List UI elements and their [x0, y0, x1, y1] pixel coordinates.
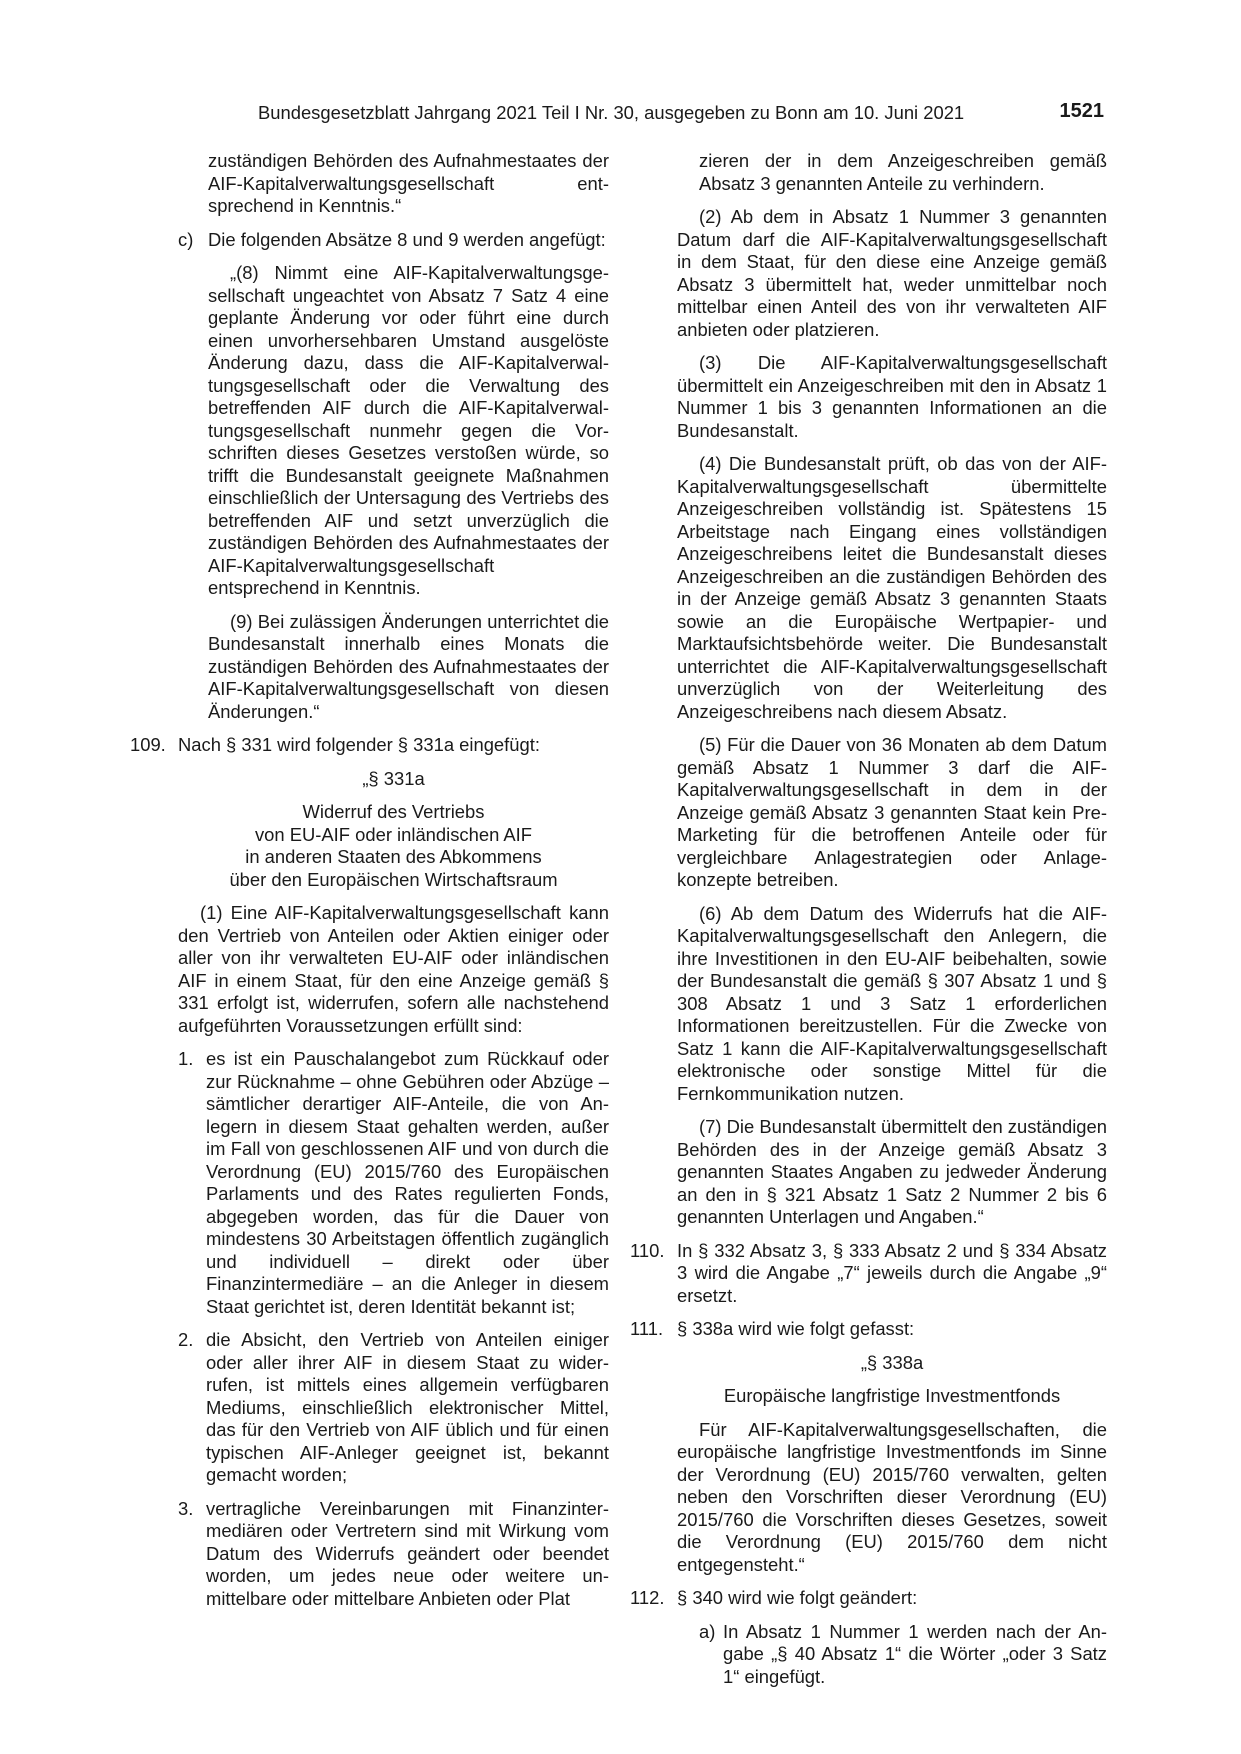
list-item-112: [630, 1587, 1107, 1610]
item-text: Die folgenden Absätze 8 und 9 werden angefügt:: [208, 228, 606, 250]
item-number: 109.: [130, 734, 166, 755]
right-column: [630, 150, 1107, 1699]
item-number: 111.: [630, 1318, 664, 1339]
item-text: In § 332 Absatz 3, § 333 Absatz 2 und § 334 Absatz 3 wird die Angabe „7“ jeweils durch die Angabe „9“ ersetzt.: [677, 1239, 1107, 1306]
heading-line: in anderen Staaten des Abkommens: [245, 846, 542, 867]
item-text: die Absicht, den Vertrieb von Anteilen einiger oder aller ihrer AIF in diesem Staat zu widerrufen, ist mittels eines allgemein verfügbaren Mediums, einschließlich elektronischer Mittel, das für den Vertrieb von AIF üblich und für einen typischen AIF-Anleger geeignet ist, bekannt gemacht worden;: [206, 1329, 609, 1485]
left-column: [130, 150, 609, 1621]
paragraph-abs3: (3) Die AIF-Kapitalverwaltungsgesellschaft übermittelt ein Anzeigeschreiben mit den in Absatz 1 Nummer 1 bis 3 genannten Informationen an die Bundesanstalt.: [677, 352, 1107, 441]
paragraph-abs8: „(8) Nimmt eine AIF-Kapitalverwaltungsgesellschaft ungeachtet von Absatz 7 Satz 4 eine geplante Änderung vor oder führt eine durch einen unvorhersehbaren Umstand ausgelöste Änderung dazu, dass die AIF-Kapitalverwaltungsgesellschaft oder die Verwaltung des betreffenden AIF durch die AIF-Kapitalverwaltungsgesellschaft nunmehr gegen die Vorschriften dieses Gesetzes verstoßen würde, so trifft die Bundesanstalt geeignete Maßnahmen einschließlich der Untersagung des Vertriebs des betreffenden AIF und setzt unverzüglich die zuständigen Behörden des Aufnahmestaates der AIF-Kapitalverwaltungsgesellschaft entsprechend in Kenntnis.: [208, 262, 609, 598]
item-number: 3.: [178, 1497, 194, 1519]
list-item-112a: [699, 1621, 1107, 1689]
paragraph-abs2: (2) Ab dem in Absatz 1 Nummer 3 genannten Datum darf die AIF-Kapitalverwaltungsgesellschaft in dem Staat, für den diese eine Anzeige gemäß Absatz 3 übermittelt hat, weder unmittelbar noch mittelbar einen Anteil des von ihr verwalteten AIF anbieten oder platzieren.: [677, 206, 1107, 340]
paragraph-abs6: (6) Ab dem Datum des Widerrufs hat die AIF-Kapitalverwaltungsgesellschaft den Anlegern, die ihre Investitionen in den EU-AIF beibehalten, sowie der Bundesanstalt die gemäß § 307 Absatz 1 und § 308 Absatz 1 und 3 Satz 1 erforderlichen Informationen bereitzustellen. Für die Zwecke von Satz 1 kann die AIF-Kapitalverwaltungsgesellschaft elektronische oder sonstige Mittel für die Fernkommunikation nutzen.: [677, 902, 1107, 1104]
item-number: 112.: [630, 1587, 665, 1608]
section-number: „§ 338a: [860, 1351, 924, 1373]
paragraph-abs4: (4) Die Bundesanstalt prüft, ob das von der AIF-Kapitalverwaltungsgesellschaft übermittelte Anzeigeschreiben vollständig ist. Spätestens 15 Arbeitstage nach Eingang eines vollständigen Anzeigeschreibens leitet die Bundesanstalt dieses Anzeigeschreiben an die zuständigen Behörden des in der Anzeige gemäß Absatz 3 genannten Staats sowie an die Europäische Wertpapier- und Marktaufsichtsbehörde weiter. Die Bundesanstalt unterrichtet die AIF-Kapitalverwaltungsgesellschaft unverzüglich von der Weiterleitung des Anzeigeschreibens nach diesem Absatz.: [677, 453, 1107, 722]
list-item-c: [130, 229, 609, 252]
item-text: § 338a wird wie folgt gefasst:: [677, 1318, 915, 1339]
page-number: 1521: [1059, 100, 1104, 122]
list-item-109: [130, 734, 609, 757]
item-text: vertragliche Vereinbarungen mit Finanzintermediären oder Vertretern sind mit Wirkung vom Datum des Widerrufs geändert oder beendet worden, um jedes neue oder weitere unmittelbare oder mittelbare Anbieten oder Plat: [206, 1497, 609, 1609]
continuation-text: zieren der in dem Anzeigeschreiben gemäß Absatz 3 genannten Anteile zu verhindern.: [699, 150, 1107, 194]
continuation-text: zuständigen Behörden des Aufnahmestaates der AIF-Kapitalverwaltungsgesellschaft entsprechend in Kenntnis.“: [208, 150, 609, 216]
item-number: 110.: [630, 1239, 665, 1261]
item-label: a): [699, 1620, 716, 1642]
heading-line: über den Europäischen Wirtschaftsraum: [229, 868, 558, 890]
section-heading: Europäische langfristige Investmentfonds: [723, 1385, 1061, 1406]
list-item: [178, 1048, 609, 1318]
heading-line: von EU-AIF oder inländischen AIF: [254, 823, 533, 845]
item-text: In Absatz 1 Nummer 1 werden nach der Angabe „§ 40 Absatz 1“ die Wörter „oder 3 Satz 1“ eingefügt.: [723, 1620, 1107, 1687]
item-text: es ist ein Pauschalangebot zum Rückkauf oder zur Rücknahme – ohne Gebühren oder Abzüge – sämtlicher derartiger AIF-Anteile, die von Anlegern in diesem Staat gehalten werden, außer im Fall von geschlossenen AIF und von durch die Verordnung (EU) 2015/760 des Europäischen Parlaments und des Rates regulierten Fonds, abgegeben worden, das für die Dauer von mindestens 30 Arbeitstagen öffentlich zugänglich und individuell – direkt oder über Finanzintermediäre – an die Anleger in diesem Staat gerichtet ist, deren Identität bekannt ist;: [206, 1048, 609, 1317]
quoted-amendment: [208, 262, 609, 723]
item-text: § 340 wird wie folgt geändert:: [677, 1587, 918, 1608]
running-title: Bundesgesetzblatt Jahrgang 2021 Teil I Nr. 30, ausgegeben zu Bonn am 10. Juni 2021: [258, 102, 965, 123]
paragraph-abs9: (9) Bei zulässigen Änderungen unterrichtet die Bundesanstalt innerhalb eines Monats die zuständigen Behörden des Aufnahmestaates der AIF-Kapitalverwaltungsgesellschaft von diesen Änderungen.“: [208, 610, 609, 722]
item-number: 2.: [178, 1329, 194, 1350]
paragraph-abs5: (5) Für die Dauer von 36 Monaten ab dem Datum gemäß Absatz 1 Nummer 3 darf die AIF-Kapitalverwaltungsgesellschaft in dem in der Anzeige gemäß Absatz 3 genannten Staat kein Pre-Marketing für die betroffenen Anteile oder für vergleichbare Anlagestrategien oder Anlagekonzepte betreiben.: [677, 734, 1107, 890]
item-number: 1.: [178, 1048, 194, 1069]
paragraph-abs1: (1) Eine AIF-Kapitalverwaltungsgesellschaft kann den Vertrieb von Anteilen oder Aktien einiger oder aller von ihr verwalteten EU-AIF oder inländischen AIF in einem Staat, für den eine Anzeige gemäß § 331 erfolgt ist, widerrufen, sofern alle nachstehend aufgeführten Voraussetzungen erfüllt sind:: [178, 902, 609, 1036]
heading-line: Widerruf des Vertriebs: [302, 801, 485, 822]
paragraph-338a: Für AIF-Kapitalverwaltungsgesellschaften, die europäische langfristige Investmentfonds im Sinne der Verordnung (EU) 2015/760 verwalten, gelten neben den Vorschriften dieser Verordnung (EU) 2015/760 die Vorschriften dieses Gesetzes, soweit die Verordnung (EU) 2015/760 dem nicht entgegensteht.“: [677, 1418, 1107, 1575]
list-item: [178, 1498, 609, 1611]
list-item: [178, 1329, 609, 1487]
item-label: c): [178, 228, 194, 250]
page-header: [258, 100, 1104, 126]
paragraph-abs7: (7) Die Bundesanstalt übermittelt den zuständigen Behörden des in der Anzeige gemäß Absatz 3 genannten Staates Angaben zu jedweder Änderung an den in § 321 Absatz 1 Satz 2 Nummer 2 bis 6 genannten Unterlagen und Angaben.“: [677, 1116, 1107, 1227]
section-number: „§ 331a: [362, 767, 425, 789]
item-text: Nach § 331 wird folgender § 331a eingefügt:: [178, 734, 540, 755]
section-heading: [178, 801, 609, 891]
list-item-111: [630, 1318, 1107, 1341]
list-item-110: [630, 1239, 1107, 1308]
section-331a: [178, 768, 609, 1611]
